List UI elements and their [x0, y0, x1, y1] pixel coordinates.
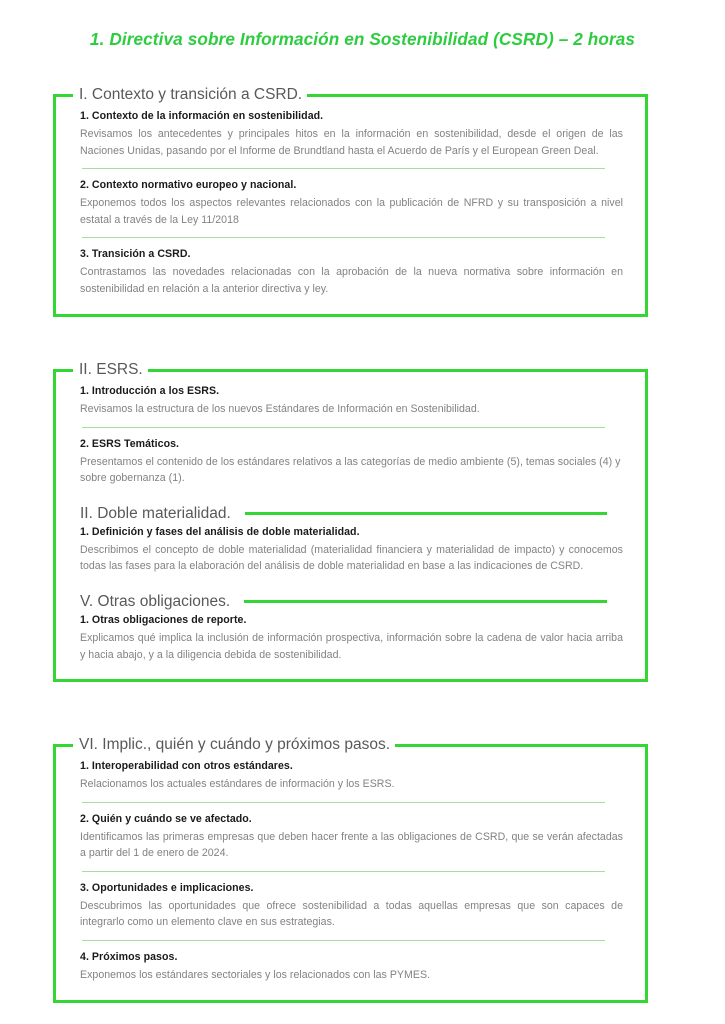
section-body	[56, 745, 645, 1000]
list-item	[80, 812, 623, 862]
list-item	[80, 881, 623, 931]
item-text: Descubrimos las oportunidades que ofrece sostenibilidad a todas aquellas empresas que son capaces de integrarlo como un elemento clave en sus estrategias.	[80, 899, 623, 929]
item-title: 3. Transición a CSRD.	[80, 248, 191, 261]
item-divider	[82, 427, 605, 428]
item-divider	[82, 237, 605, 238]
subsection-title-doble-materialidad: II. Doble materialidad.	[80, 504, 231, 522]
list-item	[80, 613, 623, 663]
item-text: Exponemos los estándares sectoriales y los relacionados con las PYMES.	[80, 968, 430, 981]
item-title: 1. Definición y fases del análisis de doble materialidad.	[80, 525, 360, 538]
list-item	[80, 247, 623, 297]
section-title-esrs: II. ESRS.	[73, 360, 148, 380]
subsection-header-otras-obligaciones	[80, 593, 623, 611]
item-text: Explicamos qué implica la inclusión de información prospectiva, información sobre la cadena de valor hacia arriba y hacia abajo, y a la diligencia debida de sostenibilidad.	[80, 631, 623, 661]
section-title-implicaciones: VI. Implic., quién y cuándo y próximos pasos.	[73, 735, 395, 755]
item-divider	[82, 871, 605, 872]
subsection-header-doble-materialidad	[80, 505, 623, 523]
section-body	[56, 95, 645, 314]
section-esrs	[53, 361, 648, 682]
list-item	[80, 384, 623, 418]
item-text: Describimos el concepto de doble materialidad (materialidad financiera y materialidad de impacto) y conocemos todas las fases para la elaboración del análisis de doble materialidad en base a las indicaciones de CSRD.	[80, 543, 623, 573]
item-title: 2. Quién y cuándo se ve afectado.	[80, 812, 252, 825]
item-text: Presentamos el contenido de los estándares relativos a las categorías de medio ambiente (5), temas sociales (4) y sobre gobernanza (1).	[80, 455, 621, 485]
list-item	[80, 109, 623, 159]
item-title: 3. Oportunidades e implicaciones.	[80, 881, 254, 894]
item-text: Exponemos todos los aspectos relevantes relacionados con la publicación de NFRD y su transposición a nivel estatal a través de la Ley 11/2018	[80, 197, 623, 226]
subsection-rule	[245, 512, 607, 515]
section-title-contexto-transicion: I. Contexto y transición a CSRD.	[73, 85, 307, 105]
item-divider	[82, 802, 605, 803]
page-title: 1. Directiva sobre Información en Sostenibilidad (CSRD) – 2 horas	[89, 29, 636, 49]
item-title: 1. Introducción a los ESRS.	[80, 385, 220, 397]
item-title: 1. Otras obligaciones de reporte.	[80, 613, 247, 626]
item-divider	[82, 940, 605, 941]
item-text: Identificamos las primeras empresas que deben hacer frente a las obligaciones de CSRD, que se verán afectadas a partir del 1 de enero de 2024.	[80, 830, 623, 860]
item-text: Relacionamos los actuales estándares de información y los ESRS.	[80, 778, 395, 790]
list-item	[80, 525, 623, 575]
section-contexto-transicion	[53, 86, 648, 317]
list-item	[80, 178, 623, 228]
list-item	[80, 759, 623, 793]
subsection-rule	[244, 600, 607, 603]
subsection-title-otras-obligaciones: V. Otras obligaciones.	[80, 592, 231, 610]
item-text: Revisamos los antecedentes y principales hitos en la información en sostenibilidad, desde el origen de las Naciones Unidas, pasando por el Informe de Brundtland hasta el Acuerdo de París y el European Green Deal.	[80, 128, 623, 157]
item-text: Revisamos la estructura de los nuevos Estándares de Información en Sostenibilidad.	[80, 403, 480, 415]
item-title: 4. Próximos pasos.	[80, 950, 178, 963]
item-title: 2. ESRS Temáticos.	[80, 437, 180, 450]
section-implicaciones	[53, 736, 648, 1003]
item-divider	[82, 168, 605, 169]
list-item	[80, 437, 623, 487]
section-body	[56, 370, 645, 679]
item-text: Contrastamos las novedades relacionadas con la aprobación de la nueva normativa sobre información en sostenibilidad en relación a la anterior directiva y ley.	[80, 266, 623, 295]
list-item	[80, 950, 623, 984]
item-title: 1. Contexto de la información en sostenibilidad.	[80, 110, 324, 122]
item-title: 1. Interoperabilidad con otros estándares.	[80, 760, 293, 772]
item-title: 2. Contexto normativo europeo y nacional.	[80, 179, 297, 192]
